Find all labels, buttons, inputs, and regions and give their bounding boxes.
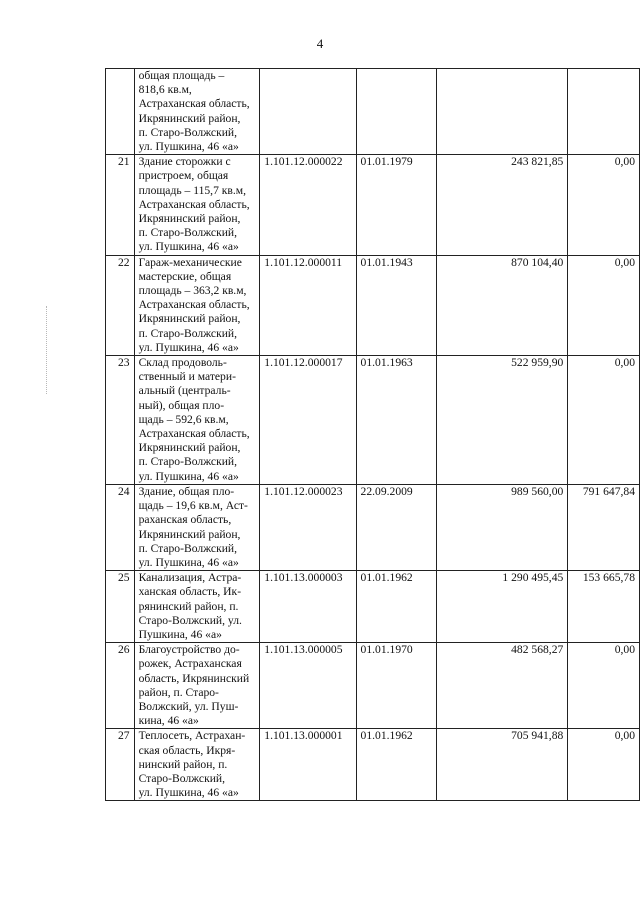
table-row <box>106 571 640 643</box>
residual-value-cell: 0,00 <box>568 729 640 801</box>
book-value-cell <box>436 69 568 155</box>
row-number-cell: 27 <box>106 729 135 801</box>
table-row <box>106 155 640 255</box>
commissioning-date-cell: 22.09.2009 <box>356 484 436 570</box>
commissioning-date-cell: 01.01.1962 <box>356 729 436 801</box>
residual-value-cell: 0,00 <box>568 356 640 485</box>
commissioning-date-cell: 01.01.1962 <box>356 571 436 643</box>
inventory-number-cell: 1.101.12.000011 <box>260 255 356 355</box>
object-description-cell: Благоустройство до- рожек, Астраханская область, Икрянинский район, п. Старо- Волжский, ул. Пуш- кина, 46 «а» <box>134 643 260 729</box>
book-value-cell: 243 821,85 <box>436 155 568 255</box>
commissioning-date-cell: 01.01.1979 <box>356 155 436 255</box>
inventory-number-cell: 1.101.13.000005 <box>260 643 356 729</box>
page-number: 4 <box>316 36 324 51</box>
row-number-cell <box>106 69 135 155</box>
residual-value-cell: 0,00 <box>568 155 640 255</box>
commissioning-date-cell: 01.01.1970 <box>356 643 436 729</box>
row-number-cell: 21 <box>106 155 135 255</box>
row-number-cell: 26 <box>106 643 135 729</box>
residual-value-cell: 153 665,78 <box>568 571 640 643</box>
table-row <box>106 484 640 570</box>
book-value-cell: 989 560,00 <box>436 484 568 570</box>
table-row <box>106 729 640 801</box>
row-number-cell: 23 <box>106 356 135 485</box>
object-description-cell: Склад продоволь- ственный и матери- альный (централь- ный), общая пло- щадь – 592,6 кв.м, Астраханская область, Икрянинский район, п. Старо-Волжский, ул. Пушкина, 46 «а» <box>134 356 260 485</box>
object-description-cell: Здание, общая пло- щадь – 19,6 кв.м, Аст- раханская область, Икрянинский район, п. Старо-Волжский, ул. Пушкина, 46 «а» <box>134 484 260 570</box>
inventory-number-cell: 1.101.12.000023 <box>260 484 356 570</box>
scan-margin-mark <box>46 306 48 394</box>
commissioning-date-cell: 01.01.1943 <box>356 255 436 355</box>
book-value-cell: 482 568,27 <box>436 643 568 729</box>
book-value-cell: 522 959,90 <box>436 356 568 485</box>
property-table-body <box>106 69 640 801</box>
object-description-cell: Гараж-механические мастерские, общая площадь – 363,2 кв.м, Астраханская область, Икрянинский район, п. Старо-Волжский, ул. Пушкина, 46 «а» <box>134 255 260 355</box>
inventory-number-cell <box>260 69 356 155</box>
inventory-number-cell: 1.101.13.000001 <box>260 729 356 801</box>
object-description-cell: Теплосеть, Астрахан- ская область, Икря- нинский район, п. Старо-Волжский, ул. Пушкина, 46 «а» <box>134 729 260 801</box>
residual-value-cell: 0,00 <box>568 255 640 355</box>
residual-value-cell: 791 647,84 <box>568 484 640 570</box>
row-number-cell: 25 <box>106 571 135 643</box>
table-row <box>106 69 640 155</box>
row-number-cell: 24 <box>106 484 135 570</box>
table-row <box>106 255 640 355</box>
inventory-number-cell: 1.101.13.000003 <box>260 571 356 643</box>
book-value-cell: 705 941,88 <box>436 729 568 801</box>
inventory-number-cell: 1.101.12.000022 <box>260 155 356 255</box>
book-value-cell: 870 104,40 <box>436 255 568 355</box>
property-table <box>105 68 640 801</box>
inventory-number-cell: 1.101.12.000017 <box>260 356 356 485</box>
residual-value-cell: 0,00 <box>568 643 640 729</box>
table-row <box>106 356 640 485</box>
table-row <box>106 643 640 729</box>
row-number-cell: 22 <box>106 255 135 355</box>
commissioning-date-cell <box>356 69 436 155</box>
object-description-cell: Канализация, Астра- ханская область, Ик- рянинский район, п. Старо-Волжский, ул. Пушкина, 46 «а» <box>134 571 260 643</box>
book-value-cell: 1 290 495,45 <box>436 571 568 643</box>
object-description-cell: общая площадь – 818,6 кв.м, Астраханская область, Икрянинский район, п. Старо-Волжский, ул. Пушкина, 46 «а» <box>134 69 260 155</box>
commissioning-date-cell: 01.01.1963 <box>356 356 436 485</box>
residual-value-cell <box>568 69 640 155</box>
object-description-cell: Здание сторожки с пристроем, общая площадь – 115,7 кв.м, Астраханская область, Икрянинский район, п. Старо-Волжский, ул. Пушкина, 46 «а» <box>134 155 260 255</box>
